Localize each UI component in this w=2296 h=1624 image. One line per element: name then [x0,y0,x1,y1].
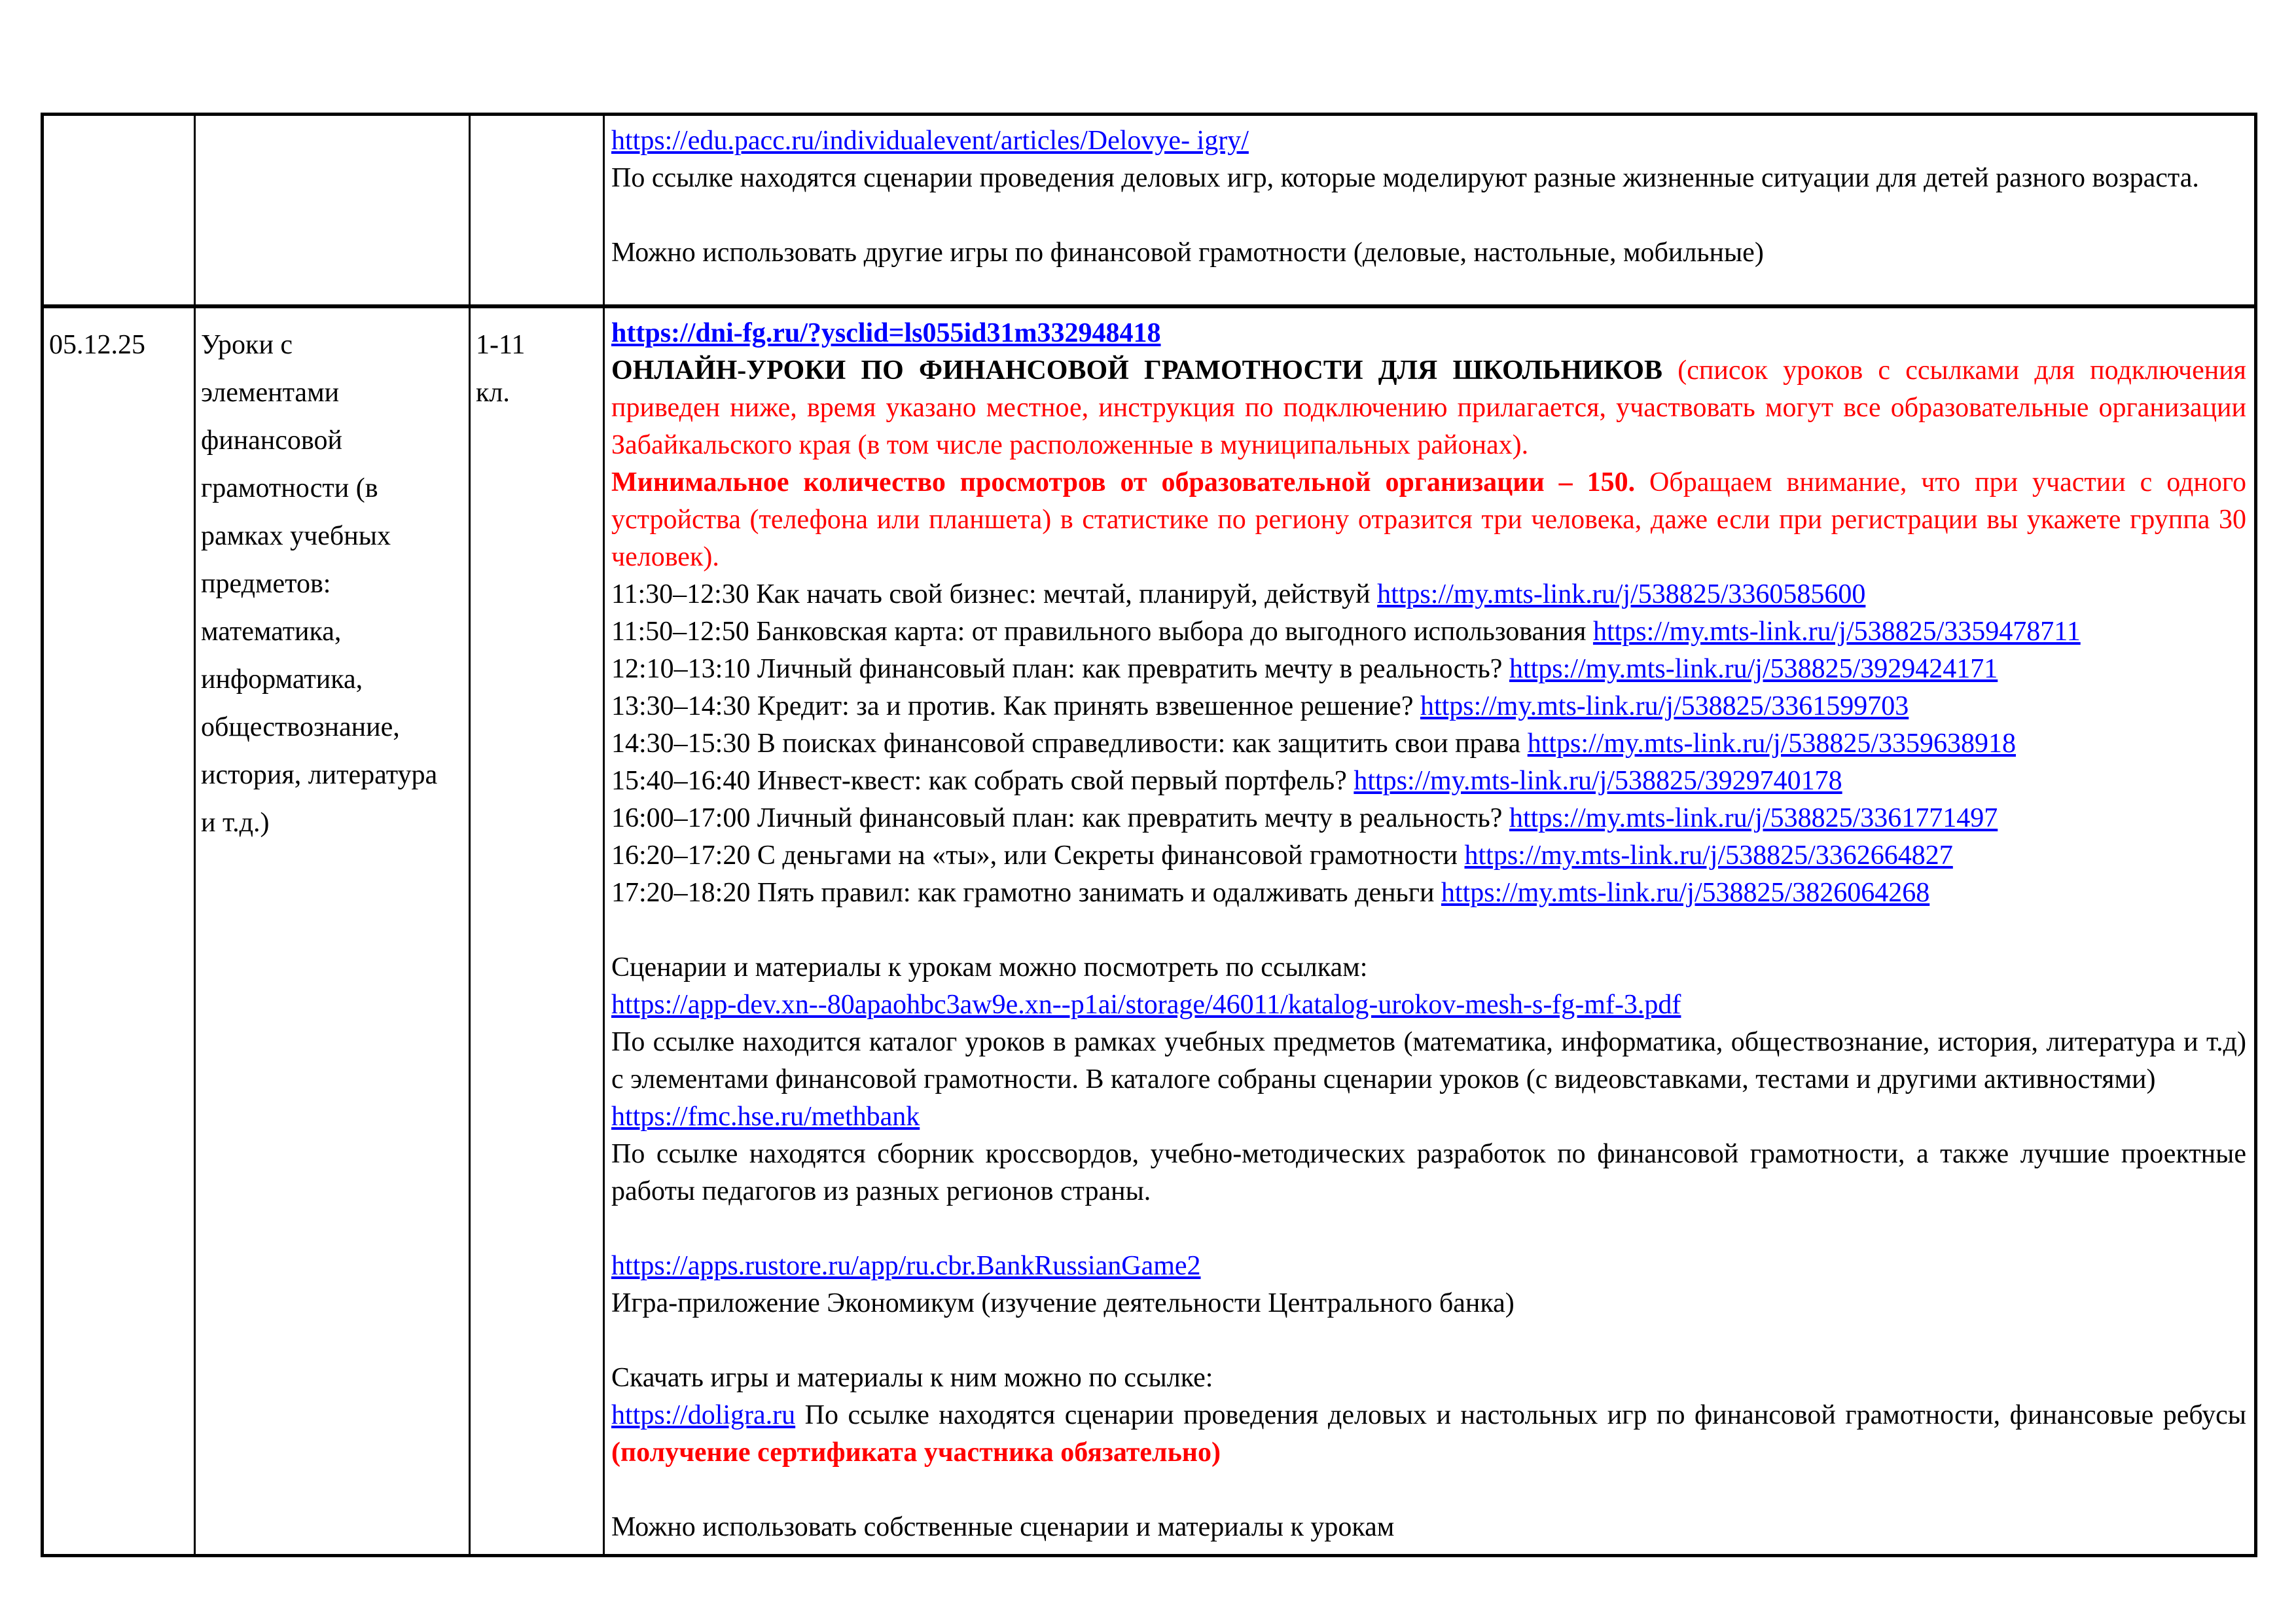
min-views-bold-text: Минимальное количество просмотров от образовательной организации – 150. [611,467,1636,497]
grades-cell-empty [470,115,604,307]
doligra-line [611,1397,2246,1471]
blank-line [611,197,2246,234]
table-row-previous [43,115,2256,307]
blank-line [611,1210,2246,1248]
lesson-link[interactable]: https://my.mts-link.ru/j/538825/3359638918 [1527,729,2016,759]
date-cell: 05.12.25 [43,306,195,1556]
lesson-link[interactable]: https://my.mts-link.ru/j/538825/3361771497 [1509,803,1998,833]
lesson-link[interactable]: https://my.mts-link.ru/j/538825/3362664827 [1464,840,1953,871]
topic-cell: Уроки с элементами финансовой грамотности (в рамках учебных предметов: математика, информатика, обществознание, история, литература и т.д.) [195,306,470,1556]
schedule-line [611,875,2246,912]
rustore-description: Игра-приложение Экономикум (изучение деятельности Центрального банка) [611,1288,1515,1318]
lesson-link[interactable]: https://my.mts-link.ru/j/538825/3929740178 [1354,766,1842,796]
methbank-link[interactable]: https://fmc.hse.ru/methbank [611,1102,920,1132]
rustore-link[interactable]: https://apps.rustore.ru/app/ru.cbr.BankRussianGame2 [611,1251,1201,1281]
online-lessons-title [611,352,2246,464]
blank-line [611,1322,2246,1360]
lesson-time-title: 11:30–12:30 Как начать свой бизнес: мечтай, планируй, действуй [611,579,1371,609]
own-materials-note: Можно использовать собственные сценарии и материалы к урокам [611,1512,1395,1542]
schedule-line [611,763,2246,800]
min-views-note [611,464,2246,576]
lesson-link[interactable]: https://my.mts-link.ru/j/538825/3929424171 [1509,654,1998,684]
content-cell [604,306,2256,1556]
other-games-note: Можно использовать другие игры по финансовой грамотности (деловые, настольные, мобильные) [611,238,1764,268]
edu-pacc-link-line [611,122,2246,160]
doligra-description: По ссылке находятся сценарии проведения деловых и настольных игр по финансовой грамотности, финансовые ребусы [804,1400,2247,1430]
lesson-time-title: 16:00–17:00 Личный финансовый план: как превратить мечту в реальность? [611,803,1503,833]
lesson-link[interactable]: https://my.mts-link.ru/j/538825/3359478711 [1592,617,2081,647]
edu-pacc-link[interactable]: https://edu.pacc.ru/individualevent/articles/Delovye- igry/ [611,126,1249,156]
content-cell [604,115,2256,307]
schedule-line [611,800,2246,837]
lesson-time-title: 14:30–15:30 В поисках финансовой справедливости: как защитить свои права [611,729,1521,759]
lesson-time-title: 11:50–12:50 Банковская карта: от правильного выбора до выгодного использования [611,617,1587,647]
title-red-note: (список уроков с ссылками для подключения приведен ниже, время указано местное, инструкция по подключению прилагается, участвовать могут все образовательные организации Забайкальского края (в том числе расположенные в муниципальных районах). [611,355,2246,460]
blank-line [611,1471,2246,1509]
schedule-line [611,576,2246,613]
lesson-time-title: 16:20–17:20 С деньгами на «ты», или Секреты финансовой грамотности [611,840,1458,871]
grades-cell: 1-11 кл. [470,306,604,1556]
catalog-description: По ссылке находится каталог уроков в рамках учебных предметов (математика, информатика, обществознание, история, литература и т.д) с элементами финансовой грамотности. В каталоге собраны сценарии уроков (с видеовставками, тестами и другими активностями) [611,1027,2246,1094]
topic-cell-empty [195,115,470,307]
lessons-table [41,113,2257,1557]
edu-pacc-description: По ссылке находятся сценарии проведения деловых игр, которые моделируют разные жизненные ситуации для детей разного возраста. [611,163,2199,193]
lesson-link[interactable]: https://my.mts-link.ru/j/538825/3360585600 [1377,579,1866,609]
title-bold-text: ОНЛАЙН-УРОКИ ПО ФИНАНСОВОЙ ГРАМОТНОСТИ ДЛЯ ШКОЛЬНИКОВ [611,355,1663,386]
dni-fg-link[interactable]: https://dni-fg.ru/?ysclid=ls055id31m332948418 [611,318,1161,348]
schedule-line [611,837,2246,875]
doligra-link[interactable]: https://doligra.ru [611,1400,796,1430]
table-row-lesson [43,306,2256,1556]
lesson-time-title: 17:20–18:20 Пять правил: как грамотно занимать и одалживать деньги [611,878,1435,908]
rustore-link-line [611,1248,2246,1285]
schedule-line [611,725,2246,763]
catalog-link-line [611,986,2246,1024]
scenarios-heading: Сценарии и материалы к урокам можно посмотреть по ссылкам: [611,952,1368,983]
schedule-line [611,613,2246,651]
min-views-rest-text: Обращаем внимание, что при участии с одного устройства (телефона или планшета) в статистике по региону отразится три человека, даже если при регистрации вы укажете группа 30 человек). [611,467,2247,572]
lesson-time-title: 13:30–14:30 Кредит: за и против. Как принять взвешенное решение? [611,691,1414,721]
lesson-link[interactable]: https://my.mts-link.ru/j/538825/3361599703 [1420,691,1909,721]
download-heading: Скачать игры и материалы к ним можно по ссылке: [611,1363,1213,1393]
lesson-time-title: 15:40–16:40 Инвест-квест: как собрать свой первый портфель? [611,766,1347,796]
schedule-line [611,651,2246,688]
catalog-pdf-link[interactable]: https://app-dev.xn--80apaohbc3aw9e.xn--p1ai/storage/46011/katalog-urokov-mesh-s-fg-mf-3.pdf [611,990,1681,1020]
methbank-link-line [611,1098,2246,1136]
schedule-line [611,688,2246,725]
date-cell-empty [43,115,195,307]
certificate-required-note: (получение сертификата участника обязательно) [611,1437,1221,1468]
lesson-link[interactable]: https://my.mts-link.ru/j/538825/3826064268 [1441,878,1930,908]
dni-fg-link-line [611,315,2246,352]
methbank-description: По ссылке находятся сборник кроссвордов, учебно-методических разработок по финансовой грамотности, а также лучшие проектные работы педагогов из разных регионов страны. [611,1139,2246,1206]
lesson-time-title: 12:10–13:10 Личный финансовый план: как превратить мечту в реальность? [611,654,1503,684]
blank-line [611,912,2246,949]
